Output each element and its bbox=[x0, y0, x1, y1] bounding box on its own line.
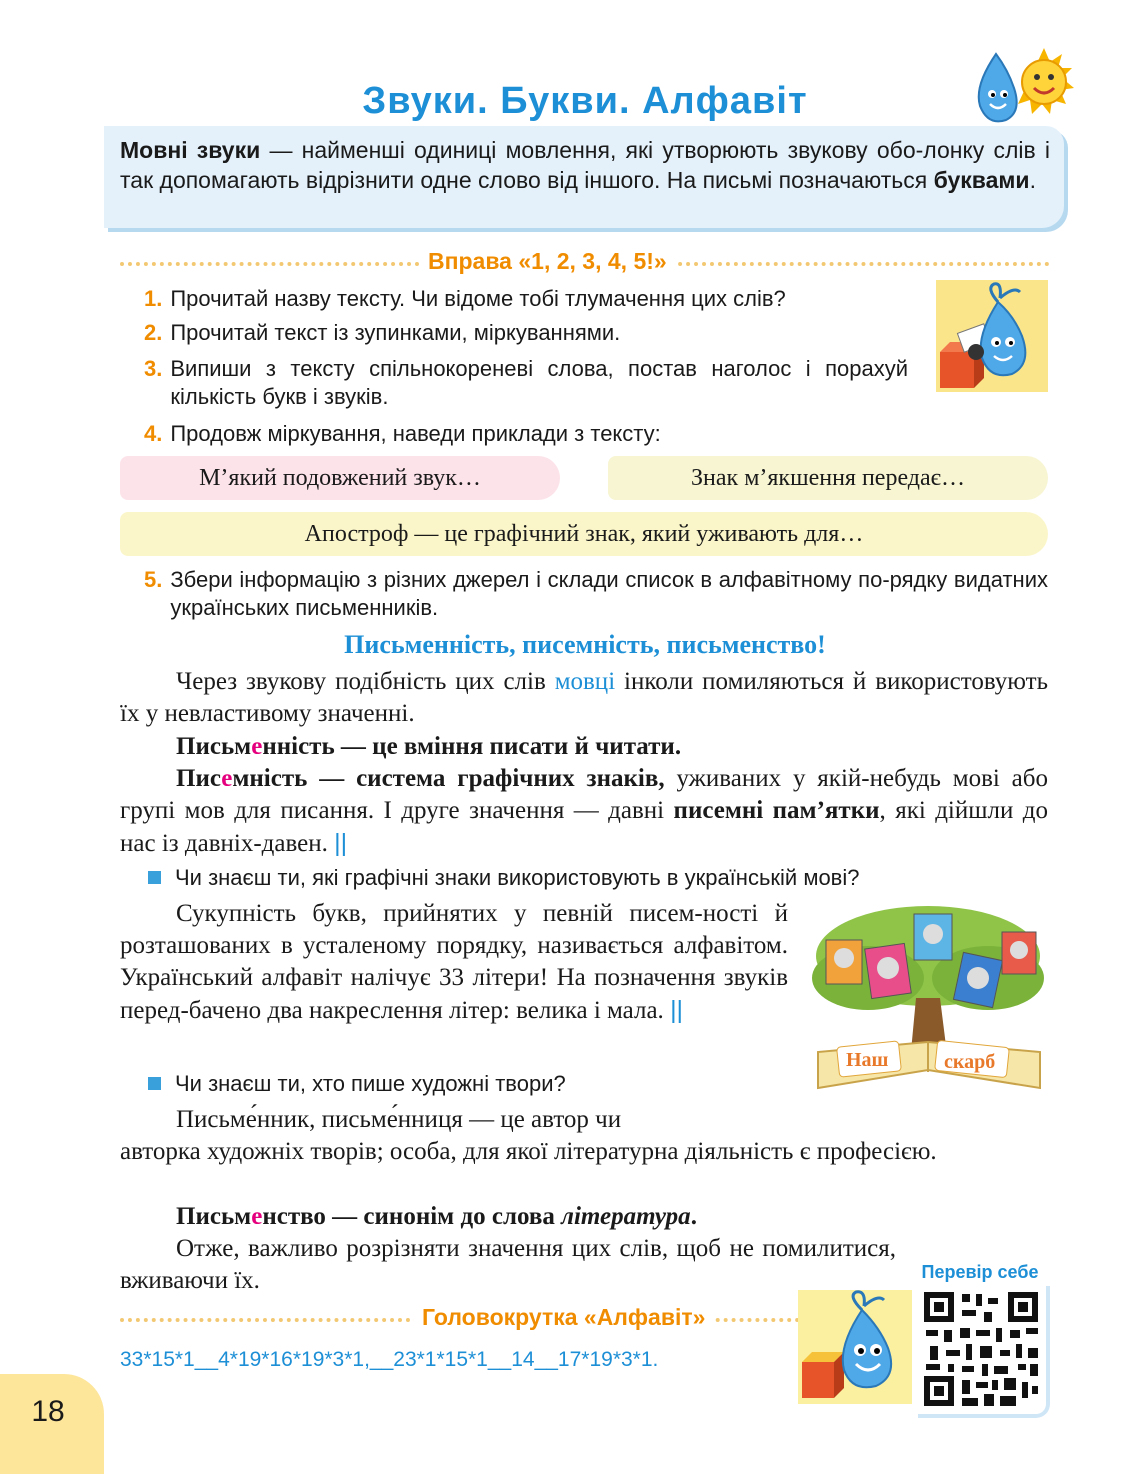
mascot-cube-icon bbox=[798, 1290, 912, 1404]
paragraph-writer-line2: авторка художніх творів; особа, для якої літературна діяльність є професією. bbox=[120, 1138, 937, 1165]
square-bullet-icon bbox=[148, 1077, 161, 1090]
list-item: 5. Збери інформацію з різних джерел і склади список в алфавітному по-рядку видатних українських письменників. bbox=[144, 567, 1048, 620]
exercise-heading: Вправа «1, 2, 3, 4, 5!» bbox=[420, 248, 675, 275]
puzzle-heading: Головокрутка «Алфавіт» bbox=[414, 1304, 713, 1331]
tree-label-right: скарб bbox=[944, 1051, 996, 1073]
list-item: 1. Прочитай назву тексту. Чи відоме тобі тлумачення цих слів? bbox=[144, 286, 786, 311]
question-writers: Чи знаєш ти, хто пише художні твори? bbox=[148, 1070, 798, 1098]
square-bullet-icon bbox=[148, 871, 161, 884]
definition-term: Мовні звуки bbox=[120, 137, 261, 163]
tree-label-left: Наш bbox=[846, 1049, 889, 1071]
definition-text: Мовні звуки — найменші одиниці мовлення, які утворюють звукову обо-лонку слів і так допомагають відрізнити одне слово від іншого. На письмі позначаються буквами. bbox=[120, 137, 1050, 193]
list-item: 2. Прочитай текст із зупинками, міркуваннями. bbox=[144, 320, 621, 345]
list-item: 4. Продовж міркування, наведи приклади з тексту: bbox=[144, 421, 661, 446]
paragraph-writer-line1: Письме́нник, письме́нниця — це автор чи bbox=[176, 1106, 622, 1133]
definition-term-2: буквами bbox=[933, 167, 1030, 193]
paragraph-literacy: Письменність — це вміння писати й читати. bbox=[176, 733, 682, 760]
qr-code-icon[interactable] bbox=[922, 1290, 1040, 1408]
paragraph-literature: Письменство — синонім до слова література. bbox=[176, 1203, 697, 1230]
page-title: Звуки. Букви. Алфавіт bbox=[362, 80, 808, 122]
mascot-drop-sun-icon bbox=[966, 44, 1076, 128]
mascot-reading-icon bbox=[936, 280, 1048, 392]
paragraph-conclusion: Отже, важливо розрізняти значення цих слів, щоб не помилитися, вживаючи їх. bbox=[120, 1235, 896, 1294]
pill-soft-sign: Знак м’якшення передає… bbox=[608, 456, 1048, 500]
pill-apostrophe: Апостроф — це графічний знак, який уживають для… bbox=[120, 512, 1048, 556]
section-heading: Письменність, писемність, письменство! bbox=[344, 630, 826, 659]
qr-label: Перевір себе bbox=[921, 1262, 1039, 1282]
page-number: 18 bbox=[31, 1395, 65, 1428]
link-speakers: мовці bbox=[554, 668, 616, 695]
paragraph-alphabet: Сукупність букв, прийнятих у певній писем-ності й розташованих в усталеному порядку, називається алфавітом. Український алфавіт налічує 33 літери! На позначення звуків перед-бачено два накреслення літер: велика і мала. || bbox=[120, 900, 788, 1024]
tree-books-illustration bbox=[808, 902, 1050, 1098]
list-item: 3. Випиши з тексту спільнокореневі слова, постав наголос і порахуй кількість букв і звуків. bbox=[144, 356, 908, 409]
puzzle-code: 33*15*1__4*19*16*19*3*1,__23*1*15*1__14__17*19*3*1. bbox=[120, 1348, 659, 1371]
paragraph-intro: Через звукову подібність цих слів мовці інколи помиляються й використовують їх у невластивому значенні. bbox=[120, 668, 1048, 727]
question-graphic-signs: Чи знаєш ти, які графічні знаки використовують в українській мові? bbox=[148, 864, 1048, 892]
paragraph-writing: Писемність — система графічних знаків, уживаних у якій-небудь мові або групі мов для писання. І друге значення — давні писемні пам’ятки, які дійшли до нас із давніх-давен. || bbox=[120, 765, 1048, 857]
pill-soft-sound: М’який подовжений звук… bbox=[120, 456, 560, 500]
